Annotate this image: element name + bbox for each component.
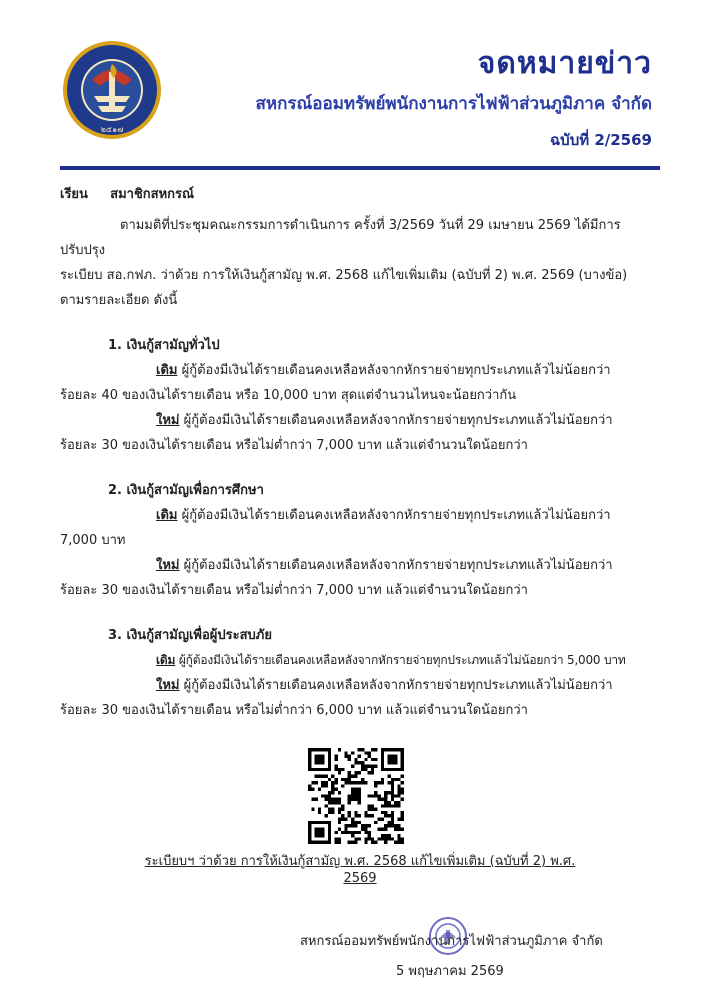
issue-number: ฉบับที่ 2/2569 <box>549 131 652 149</box>
newsletter-title: จดหมายข่าว <box>477 46 652 81</box>
new-rule-continuation: ร้อยละ 30 ของเงินได้รายเดือน หรือไม่ต่ำกว่า 7,000 บาท แล้วแต่จำนวนใดน้อยกว่า <box>60 583 528 598</box>
new-tag: ใหม่ <box>156 678 180 693</box>
intro-line: ตามรายละเอียด ดังนี้ <box>60 293 178 308</box>
old-rule-continuation: 7,000 บาท <box>60 533 126 548</box>
new-rule-line <box>60 408 660 433</box>
new-tag: ใหม่ <box>156 558 180 573</box>
old-rule-line <box>60 358 660 383</box>
intro-line: ระเบียบ สอ.กฟภ. ว่าด้วย การให้เงินกู้สามัญ พ.ศ. 2568 แก้ไขเพิ่มเติม (ฉบับที่ 2) พ.ศ. 2569 (บางข้อ) <box>60 268 628 283</box>
old-tag: เดิม <box>156 363 178 378</box>
old-rule-continuation: ร้อยละ 40 ของเงินได้รายเดือน หรือ 10,000 บาท สุดแต่จำนวนไหนจะน้อยกว่ากัน <box>60 388 517 403</box>
salutation-recipient: สมาชิกสหกรณ์ <box>110 187 195 202</box>
new-rule-line <box>60 673 660 698</box>
new-rule-text: ผู้กู้ต้องมีเงินได้รายเดือนคงเหลือหลังจากหักรายจ่ายทุกประเภทแล้วไม่น้อยกว่า <box>183 678 613 693</box>
new-rule-continuation: ร้อยละ 30 ของเงินได้รายเดือน หรือไม่ต่ำกว่า 7,000 บาท แล้วแต่จำนวนใดน้อยกว่า <box>60 438 528 453</box>
old-tag: เดิม <box>156 508 178 523</box>
section-heading: 1. เงินกู้สามัญทั่วไป <box>108 338 220 353</box>
old-tag: เดิม <box>156 653 176 667</box>
header-divider <box>60 166 660 170</box>
old-rule-text: ผู้กู้ต้องมีเงินได้รายเดือนคงเหลือหลังจากหักรายจ่ายทุกประเภทแล้วไม่น้อยกว่า <box>181 363 611 378</box>
old-rule-line <box>60 648 660 673</box>
logo-year: ๒๕๑๗ <box>100 125 124 134</box>
signature-date: 5 พฤษภาคม 2569 <box>396 964 504 979</box>
intro-line: ตามมติที่ประชุมคณะกรรมการดำเนินการ ครั้งที่ 3/2569 วันที่ 29 เมษายน 2569 ได้มีการปรับปรุง <box>60 218 621 258</box>
new-rule-text: ผู้กู้ต้องมีเงินได้รายเดือนคงเหลือหลังจากหักรายจ่ายทุกประเภทแล้วไม่น้อยกว่า <box>183 413 613 428</box>
old-rule-text: ผู้กู้ต้องมีเงินได้รายเดือนคงเหลือหลังจากหักรายจ่ายทุกประเภทแล้วไม่น้อยกว่า 5,000 บาท <box>178 653 626 667</box>
old-rule-line <box>60 503 660 528</box>
section-disaster-loan <box>60 623 660 723</box>
organization-name: สหกรณ์ออมทรัพย์พนักงานการไฟฟ้าส่วนภูมิภาค จำกัด <box>255 94 652 114</box>
section-education-loan <box>60 478 660 603</box>
old-rule-text: ผู้กู้ต้องมีเงินได้รายเดือนคงเหลือหลังจากหักรายจ่ายทุกประเภทแล้วไม่น้อยกว่า <box>181 508 611 523</box>
section-heading: 3. เงินกู้สามัญเพื่อผู้ประสบภัย <box>108 628 272 643</box>
intro-paragraph <box>60 213 660 313</box>
qr-caption-link[interactable]: ระเบียบฯ ว่าด้วย การให้เงินกู้สามัญ พ.ศ. 2568 แก้ไขเพิ่มเติม (ฉบับที่ 2) พ.ศ. 2569 <box>144 854 576 886</box>
new-rule-text: ผู้กู้ต้องมีเงินได้รายเดือนคงเหลือหลังจากหักรายจ่ายทุกประเภทแล้วไม่น้อยกว่า <box>183 558 613 573</box>
new-tag: ใหม่ <box>156 413 180 428</box>
new-rule-line <box>60 553 660 578</box>
cooperative-logo-icon <box>62 40 162 140</box>
section-general-loan <box>60 333 660 458</box>
new-rule-continuation: ร้อยละ 30 ของเงินได้รายเดือน หรือไม่ต่ำกว่า 6,000 บาท แล้วแต่จำนวนใดน้อยกว่า <box>60 703 528 718</box>
salutation-label: เรียน <box>60 187 88 202</box>
qr-code-icon[interactable] <box>308 748 404 844</box>
section-heading: 2. เงินกู้สามัญเพื่อการศึกษา <box>108 483 264 498</box>
salutation <box>60 182 660 207</box>
letter-body <box>60 182 660 723</box>
signature-organization: สหกรณ์ออมทรัพย์พนักงานการไฟฟ้าส่วนภูมิภาค จำกัด <box>300 934 603 949</box>
